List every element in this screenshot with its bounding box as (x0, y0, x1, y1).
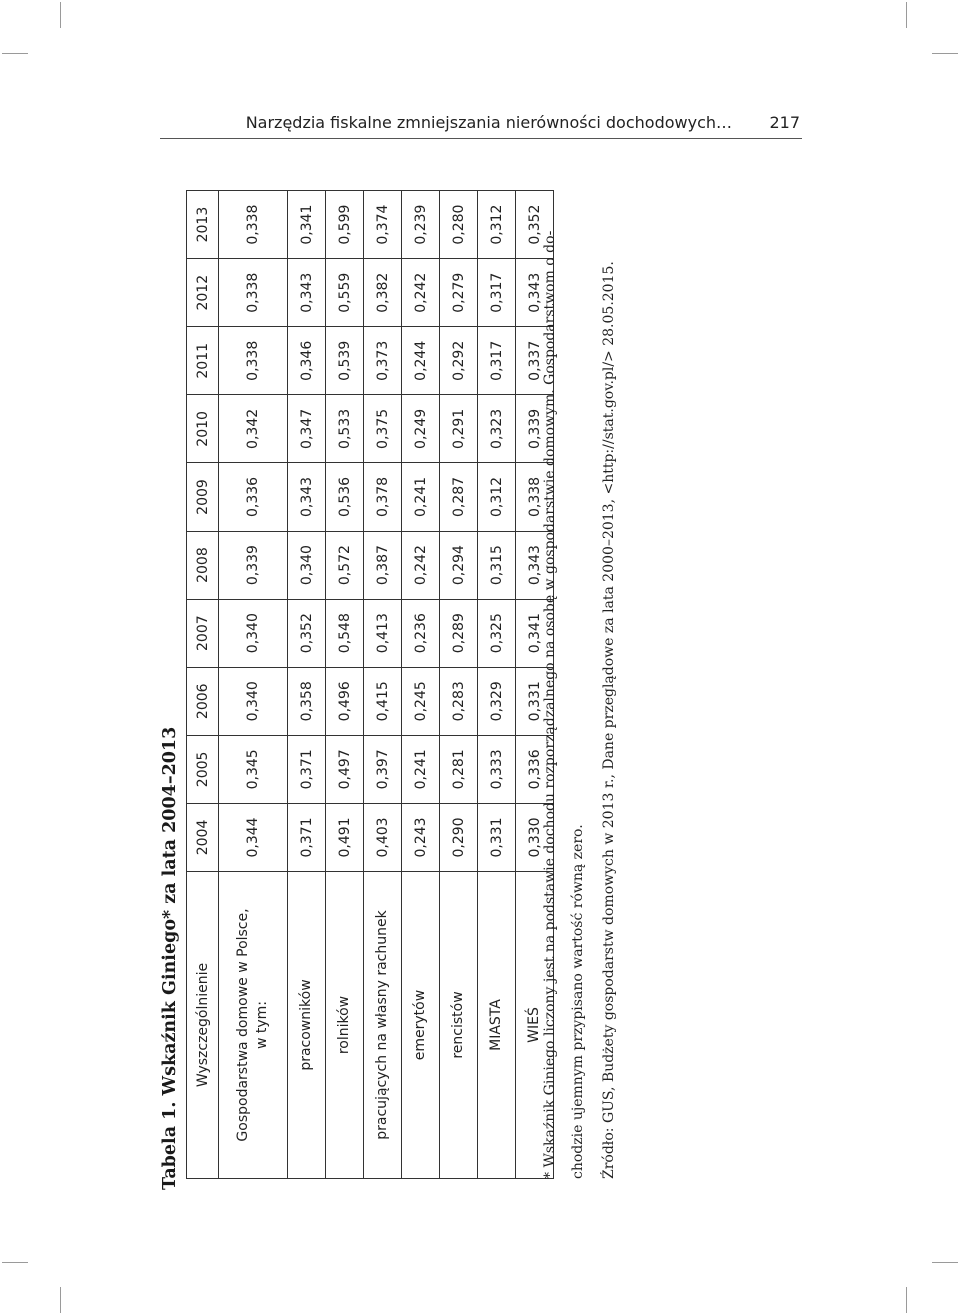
footnote-line: chodzie ujemnym przypisano wartość równą zero. (570, 824, 586, 1179)
footnote (536, 190, 592, 1179)
row-label-line: Gospodarstwa domowe w Polsce, (235, 908, 252, 1142)
value-cell: 0,341 (516, 599, 554, 667)
source-note: Źródło: GUS, Budżety gospodarstw domowych w 2013 r., Dane przeglądowe za lata 2000–2013, <http://stat.gov.pl/> 28.05.2015. (601, 261, 617, 1179)
value-cell: 0,290 (440, 803, 478, 871)
value-cell: 0,559 (326, 259, 364, 327)
table-header-row (187, 191, 219, 1179)
value-cell: 0,371 (288, 735, 326, 803)
header-cell: 2004 (187, 803, 219, 871)
value-cell: 0,291 (440, 395, 478, 463)
value-cell: 0,323 (478, 395, 516, 463)
value-cell: 0,352 (516, 191, 554, 259)
value-cell: 0,548 (326, 599, 364, 667)
page-number: 217 (769, 113, 800, 132)
header-cell: 2009 (187, 463, 219, 531)
value-cell: 0,413 (364, 599, 402, 667)
table-row (288, 191, 326, 1179)
value-cell: 0,242 (402, 259, 440, 327)
row-label (440, 872, 478, 1179)
gini-table (186, 190, 554, 1179)
row-label-line: rolników (336, 995, 353, 1055)
value-cell: 0,289 (440, 599, 478, 667)
value-cell: 0,539 (326, 327, 364, 395)
row-label-line: emerytów (412, 989, 429, 1061)
header-cell: 2011 (187, 327, 219, 395)
crop-mark (906, 1287, 907, 1313)
rotated-table-block (160, 190, 660, 1190)
footnote-line: * Wskaźnik Giniego liczony jest na podstawie dochodu rozporządzalnego na osobę w gospodarstwie domowym. Gospodarstwom o do- (542, 230, 558, 1179)
row-label (219, 872, 288, 1179)
value-cell: 0,292 (440, 327, 478, 395)
value-cell: 0,331 (516, 667, 554, 735)
value-cell: 0,330 (516, 803, 554, 871)
row-label-line: pracowników (298, 979, 315, 1071)
value-cell: 0,382 (364, 259, 402, 327)
value-cell: 0,345 (219, 735, 288, 803)
value-cell: 0,281 (440, 735, 478, 803)
value-cell: 0,415 (364, 667, 402, 735)
value-cell: 0,375 (364, 395, 402, 463)
value-cell: 0,343 (516, 531, 554, 599)
value-cell: 0,374 (364, 191, 402, 259)
value-cell: 0,341 (288, 191, 326, 259)
table-body (219, 191, 554, 1179)
row-label-line: MIASTA (488, 999, 505, 1051)
header-cell: 2006 (187, 667, 219, 735)
value-cell: 0,371 (288, 803, 326, 871)
value-cell: 0,239 (402, 191, 440, 259)
value-cell: 0,491 (326, 803, 364, 871)
table-row (440, 191, 478, 1179)
value-cell: 0,336 (516, 735, 554, 803)
value-cell: 0,280 (440, 191, 478, 259)
crop-mark (932, 53, 958, 54)
header-cell: 2012 (187, 259, 219, 327)
value-cell: 0,599 (326, 191, 364, 259)
value-cell: 0,536 (326, 463, 364, 531)
value-cell: 0,249 (402, 395, 440, 463)
value-cell: 0,244 (402, 327, 440, 395)
table-row (326, 191, 364, 1179)
table-caption: Tabela 1. Wskaźnik Giniego* za lata 2004–2013 (160, 726, 180, 1190)
value-cell: 0,533 (326, 395, 364, 463)
value-cell: 0,343 (288, 463, 326, 531)
row-label-line: pracujących na własny rachunek (374, 910, 391, 1140)
value-cell: 0,312 (478, 191, 516, 259)
row-label-line: rencistów (450, 991, 467, 1059)
value-cell: 0,283 (440, 667, 478, 735)
value-cell: 0,294 (440, 531, 478, 599)
header-rule (160, 138, 802, 139)
value-cell: 0,387 (364, 531, 402, 599)
value-cell: 0,325 (478, 599, 516, 667)
value-cell: 0,343 (516, 259, 554, 327)
crop-mark (2, 1262, 28, 1263)
value-cell: 0,346 (288, 327, 326, 395)
header-cell: Wyszczególnienie (187, 872, 219, 1179)
value-cell: 0,340 (219, 599, 288, 667)
header-cell: 2008 (187, 531, 219, 599)
value-cell: 0,347 (288, 395, 326, 463)
value-cell: 0,373 (364, 327, 402, 395)
value-cell: 0,397 (364, 735, 402, 803)
value-cell: 0,312 (478, 463, 516, 531)
value-cell: 0,329 (478, 667, 516, 735)
value-cell: 0,378 (364, 463, 402, 531)
value-cell: 0,317 (478, 259, 516, 327)
crop-mark (2, 53, 28, 54)
value-cell: 0,497 (326, 735, 364, 803)
table-row (478, 191, 516, 1179)
value-cell: 0,236 (402, 599, 440, 667)
row-label-line: WIEŚ (526, 1007, 543, 1043)
value-cell: 0,338 (219, 191, 288, 259)
value-cell: 0,243 (402, 803, 440, 871)
value-cell: 0,336 (219, 463, 288, 531)
header-cell: 2007 (187, 599, 219, 667)
value-cell: 0,333 (478, 735, 516, 803)
value-cell: 0,331 (478, 803, 516, 871)
value-cell: 0,358 (288, 667, 326, 735)
value-cell: 0,337 (516, 327, 554, 395)
value-cell: 0,338 (219, 259, 288, 327)
crop-mark (60, 1287, 61, 1313)
value-cell: 0,344 (219, 803, 288, 871)
crop-mark (906, 2, 907, 28)
value-cell: 0,340 (219, 667, 288, 735)
row-label (478, 872, 516, 1179)
value-cell: 0,352 (288, 599, 326, 667)
header-cell: 2010 (187, 395, 219, 463)
header-cell: 2013 (187, 191, 219, 259)
value-cell: 0,245 (402, 667, 440, 735)
value-cell: 0,339 (219, 531, 288, 599)
value-cell: 0,241 (402, 735, 440, 803)
value-cell: 0,241 (402, 463, 440, 531)
running-head-title: Narzędzia fiskalne zmniejszania nierówności dochodowych… (245, 113, 732, 132)
value-cell: 0,242 (402, 531, 440, 599)
value-cell: 0,496 (326, 667, 364, 735)
value-cell: 0,317 (478, 327, 516, 395)
value-cell: 0,343 (288, 259, 326, 327)
value-cell: 0,338 (219, 327, 288, 395)
row-label (326, 872, 364, 1179)
header-cell: 2005 (187, 735, 219, 803)
running-head (160, 111, 802, 135)
table-row (402, 191, 440, 1179)
value-cell: 0,339 (516, 395, 554, 463)
value-cell: 0,287 (440, 463, 478, 531)
row-label (288, 872, 326, 1179)
value-cell: 0,315 (478, 531, 516, 599)
value-cell: 0,279 (440, 259, 478, 327)
crop-mark (60, 2, 61, 28)
crop-mark (932, 1262, 958, 1263)
table-row (364, 191, 402, 1179)
row-label (402, 872, 440, 1179)
value-cell: 0,338 (516, 463, 554, 531)
value-cell: 0,572 (326, 531, 364, 599)
value-cell: 0,340 (288, 531, 326, 599)
table-row (219, 191, 288, 1179)
row-label-line: w tym: (254, 1000, 270, 1050)
value-cell: 0,403 (364, 803, 402, 871)
value-cell: 0,342 (219, 395, 288, 463)
row-label (364, 872, 402, 1179)
